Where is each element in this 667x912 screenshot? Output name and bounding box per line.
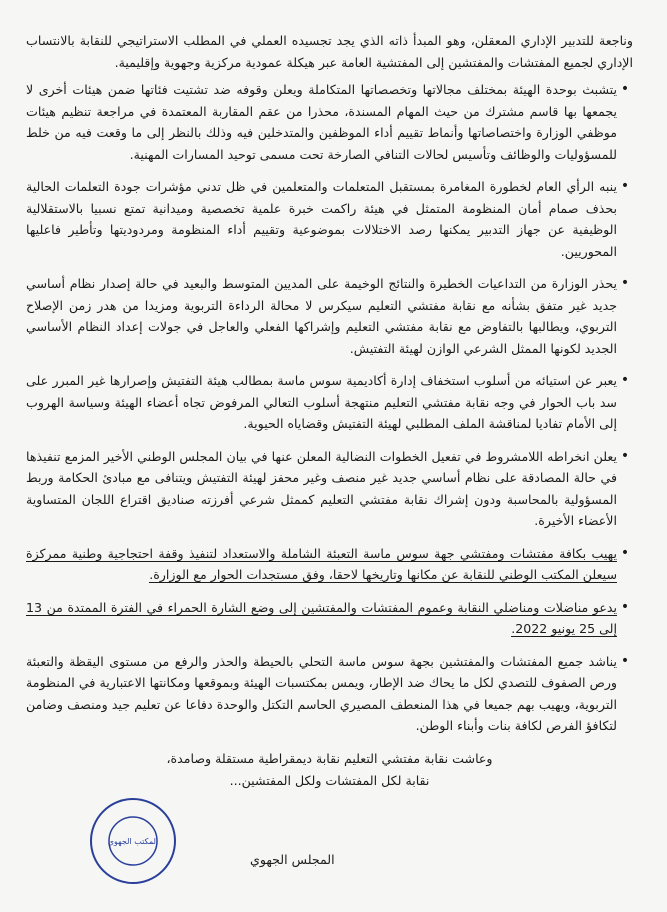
bullet-item: [26, 446, 633, 532]
bullet-marker-icon: •: [620, 372, 630, 388]
bullet-text: [26, 79, 617, 165]
bullet-text: [26, 543, 617, 586]
bullet-text-content: ينبه الرأي العام لخطورة المغامرة بمستقبل المتعلمات والمتعلمين في ظل تدني مؤشرات جودة التعلمات الحالية بحذف صمام أمان المنظومة المتمثل في هيئة راكمت خبرة علمية تخصصية وميدانية تمتع نسبيا بالاستقلالية الوظيفية عن جهاز التدبير يمكنها رصد الاختلالات بموضوعية وتقييم أداء المنظومة ومردوديتها وتأطير فاعليها المحوريين.: [26, 179, 617, 259]
closing-block: [26, 748, 633, 792]
bullet-marker-icon: •: [620, 178, 630, 194]
bullet-item: [26, 176, 633, 262]
bullet-text: [26, 176, 617, 262]
bullet-marker-icon: •: [620, 598, 630, 615]
bullet-text-content: يناشد جميع المفتشات والمفتشين بجهة سوس ماسة التحلي بالحيطة والحذر والرفع من مستوى اليقظة والتعبئة ورص الصفوف للتصدي لكل ما يحاك ضد الإطار، ويمس بمكتسبات الهيئة وبموقعها ومكانتها الاعتبارية في المنظومة التربوية، ويهيب بهم جميعا في هذا المنعطف المصيري الحاسم التكتل والوحدة دفاعا عن تعليم جيد ومنصف وضامن لتكافؤ الفرص لكافة بنات وأبناء الوطن.: [26, 653, 617, 733]
bullet-item: [26, 651, 633, 737]
stamp-seal-icon: [88, 796, 178, 886]
regional-stamp: [88, 796, 178, 886]
bullet-text-content: يتشبث بوحدة الهيئة بمختلف مجالاتها وتخصصاتها المتكاملة ويعلن وقوفه ضد تشتيت فئاتها ضمن هيئات أخرى لا يجمعها بها قاسم مشترك من حيث المهام المسندة، محذرا من عقم المقاربة المعتمدة في مراجعة تنظيم هيئات موظفي الوزارة واختصاصاتها وأنماط تقييم أداء الموظفين والمتدخلين فيه وذلك بالنظر إلى ما وقعت فيه من خلط للمسؤوليات والوظائف وتأسيس لحالات التنافي الصارخة تحت مسمى توحيد المسارات المهنية.: [26, 82, 617, 162]
bullet-text: [26, 273, 617, 359]
bullet-marker-icon: •: [620, 544, 630, 561]
bullet-marker-icon: •: [620, 447, 630, 464]
intro-paragraph: وناجعة للتدبير الإداري المعقلن، وهو المبدأ ذاته الذي يجد تجسيده العملي في المطلب الاستراتيجي للنقابة بالانتساب الإداري لجميع المفتشات والمفتشين إلى المفتشية العامة عبر هيكلة عمودية مركزية وجهوية وإقليمية.: [26, 33, 633, 70]
bullet-text: [26, 446, 617, 532]
bullet-text-content: يحذر الوزارة من التداعيات الخطيرة والنتائج الوخيمة على المديين المتوسط والبعيد في حالة إصدار نظام أساسي جديد غير متفق بشأنه مع نقابة مفتشي التعليم سيكرس لا محالة الرداءة التربوية ومزيدا من هدر زمن الإصلاح التربوي، ويطالبها بالتفاوض مع نقابة مفتشي التعليم وإشراكها الفعلي والعاجل في جولات إعداد النظام الأساسي الجديد لكونها الممثل الشرعي الوازن لهيئة التفتيش.: [26, 276, 617, 356]
bullet-text: [26, 651, 617, 737]
bullet-text-content: يدعو مناضلات ومناضلي النقابة وعموم المفتشات والمفتشين إلى وضع الشارة الحمراء في الفترة الممتدة من 13 إلى 25 يونيو 2022.: [26, 599, 617, 636]
bullet-text-content: يهيب بكافة مفتشات ومفتشي جهة سوس ماسة التعبئة الشاملة والاستعداد لتنفيذ وقفة احتجاجية وطنية ممركزة سيعلن المكتب الوطني للنقابة عن مكانها وتاريخها لاحقا، وفق مستجدات الحوار مع الوزارة.: [26, 545, 617, 582]
stamp-outer-text: [88, 796, 92, 798]
closing-line-2: نقابة لكل المفتشات ولكل المفتشين...: [229, 772, 430, 788]
bullet-text: [26, 597, 617, 640]
svg-text:نقابة مفتشي التعليم جهة سوس ما: [88, 796, 92, 798]
signatory: المجلس الجهوي: [250, 852, 335, 867]
bullet-item: [26, 79, 633, 165]
bullet-list: [26, 79, 633, 737]
bullet-text-content: يعبر عن استيائه من أسلوب استخفاف إدارة أكاديمية سوس ماسة بمطالب هيئة التفتيش وإصرارها غير المبرر على سد باب الحوار في وجه نقابة مفتشي التعليم منتهجة أسلوب التعالي المرفوض تجاه أعضاء الهيئة وسياسة الهروب إلى الأمام تفاديا لمناقشة الملف المطلبي لهيئة التفتيش وقضاياه الحيوية.: [26, 373, 617, 431]
stamp-center-text: المكتب الجهوي: [107, 837, 159, 846]
bullet-item: [26, 597, 633, 640]
bullet-item: [26, 543, 633, 586]
bullet-text-content: يعلن انخراطه اللامشروط في تفعيل الخطوات النضالية المعلن عنها في بيان المجلس الوطني الأخير المزمع تنفيذها في حالة المصادقة على نظام أساسي جديد غير منصف وغير محفز لهيئة التفتيش ويتنافى مع مبادئ الحكامة وربط المسؤولية بالمحاسبة ودون إشراك نقابة مفتشي التعليم كممثل شرعي أفرزته صناديق اقتراع اللجان المتساوية الأعضاء الأخيرة.: [26, 448, 617, 528]
bullet-item: [26, 370, 633, 435]
bullet-marker-icon: •: [620, 81, 630, 97]
bullet-item: [26, 273, 633, 359]
closing-line-1: وعاشت نقابة مفتشي التعليم نقابة ديمقراطية مستقلة وصامدة،: [166, 750, 493, 766]
bullet-marker-icon: •: [620, 652, 630, 669]
bullet-marker-icon: •: [620, 275, 630, 291]
bullet-text: [26, 370, 617, 435]
